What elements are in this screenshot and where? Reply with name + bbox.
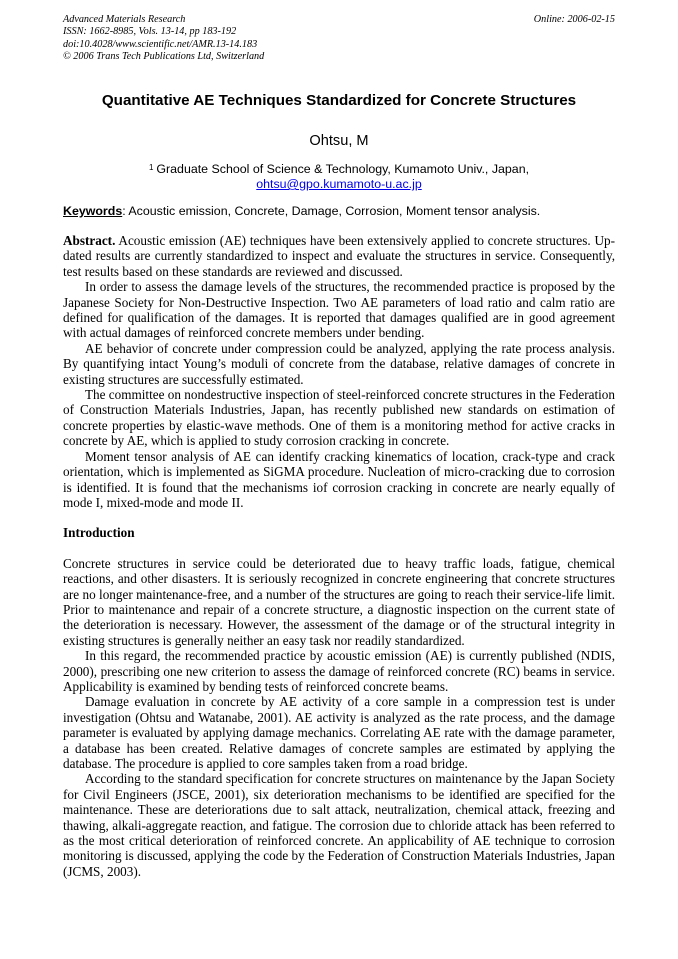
online-date: Online: 2006-02-15 (533, 14, 615, 25)
body-paragraph: Concrete structures in service could be deteriorated due to heavy traffic loads, fatigue, chemical reactions, and other disasters. It is seriously recognized in concrete engineering that concrete structures are no longer maintenance-free, and a number of the structures are going to reach their service-life limit. Prior to maintenance and repair of a concrete structure, a diagnostic inspection on the current state of the deterioration is necessary. However, the assessment of the damage or of the structural integrity in existing structures is generally neither an easy task nor readily standardized. (63, 555, 615, 648)
keywords-label: Keywords (63, 204, 123, 218)
abstract-label: Abstract. (63, 233, 116, 248)
affiliation-text: Graduate School of Science & Technology, Kumamoto Univ., Japan, (156, 162, 530, 176)
affiliation-marker: 1 (148, 163, 154, 172)
journal-name: Advanced Materials Research (63, 14, 186, 25)
body-paragraph: Damage evaluation in concrete by AE activity of a core sample in a compression test is under investigation (Ohtsu and Watanabe, 2001). AE activity is analyzed as the rate process, and the damage parameter is evaluated by applying damage mechanics. Correlating AE rate with the damage parameter, a database has been created. Relative damages of concrete samples are estimated by applying the database. The procedure is applied to core samples taken from a road bridge. (63, 694, 615, 771)
journal-doi: doi:10.4028/www.scientific.net/AMR.13-14.183 (63, 38, 258, 50)
body-paragraph: According to the standard specification for concrete structures on maintenance by the Japan Society for Civil Engineers (JSCE, 2001), six deterioration mechanisms to be identified are specified for the maintenance. These are deteriorations due to salt attack, neutralization, chemical attack, freezing and thawing, alkali-aggregate reaction, and fatigue. The corrosion due to chloride attack has been referred to as the most critical deterioration of reinforced concrete. An applicability of AE technique to corrosion monitoring is discussed, applying the code by the Federation of Construction Materials Industries, Japan (JCMS, 2003). (63, 771, 615, 879)
paper-title: Quantitative AE Techniques Standardized for Concrete Structures (101, 92, 577, 109)
journal-header (63, 14, 615, 66)
keywords-text: : Acoustic emission, Concrete, Damage, Corrosion, Moment tensor analysis. (122, 204, 541, 218)
abstract-paragraph (63, 233, 615, 279)
author-affiliation (63, 162, 615, 192)
body-paragraph: In this regard, the recommended practice by acoustic emission (AE) is currently published (NDIS, 2000), prescribing one new criterion to assess the damage of reinforced concrete (RC) beams in service. Applicability is examined by bending tests of reinforced concrete beams. (63, 648, 615, 694)
journal-info (63, 14, 264, 64)
journal-copyright: © 2006 Trans Tech Publications Ltd, Switzerland (63, 51, 265, 63)
abstract-paragraph: The committee on nondestructive inspection of steel-reinforced concrete structures in the Federation of Construction Materials Industries, Japan, has recently published new standards on estimation of concrete properties by elastic-wave methods. One of them is a monitoring method for active cracks in concrete by AE, which is applied to study corrosion cracking in concrete. (63, 387, 615, 449)
paper-author: Ohtsu, M (309, 133, 369, 149)
abstract-paragraph-text: Acoustic emission (AE) techniques have been extensively applied to concrete structures. Up-dated results are currently standardized to inspect and evaluate the structures in service. Consequently, test results based on these standards are reviewed and discussed. (63, 233, 615, 279)
introduction-section (63, 556, 615, 880)
abstract-paragraph: In order to assess the damage levels of the structures, the recommended practice is proposed by the Japanese Society for Non-Destructive Inspection. Two AE parameters of load ratio and calm ratio are defined for qualification of the damages. It is reported that damages qualified are in good agreement with actual damages of reinforced concrete members under bending. (63, 279, 615, 341)
abstract-section (63, 233, 615, 510)
section-heading-introduction: Introduction (63, 525, 135, 541)
abstract-paragraph: Moment tensor analysis of AE can identify cracking kinematics of location, crack-type and crack orientation, which is implemented as SiGMA procedure. Nucleation of micro-cracking due to corrosion is identified. It is found that the mechanisms iof corrosion cracking in concrete are nearly equally of mode I, mixed-mode and mode II. (63, 448, 615, 510)
journal-issn: ISSN: 1662-8985, Vols. 13-14, pp 183-192 (63, 26, 237, 38)
author-email-link[interactable]: ohtsu@gpo.kumamoto-u.ac.jp (256, 177, 422, 191)
abstract-paragraph: AE behavior of concrete under compression could be analyzed, applying the rate process analysis. By quantifying intact Young’s moduli of concrete from the database, relative damages of concrete in existing structures are successfully estimated. (63, 340, 615, 387)
paper-page (63, 14, 615, 879)
keywords-line (63, 204, 615, 219)
